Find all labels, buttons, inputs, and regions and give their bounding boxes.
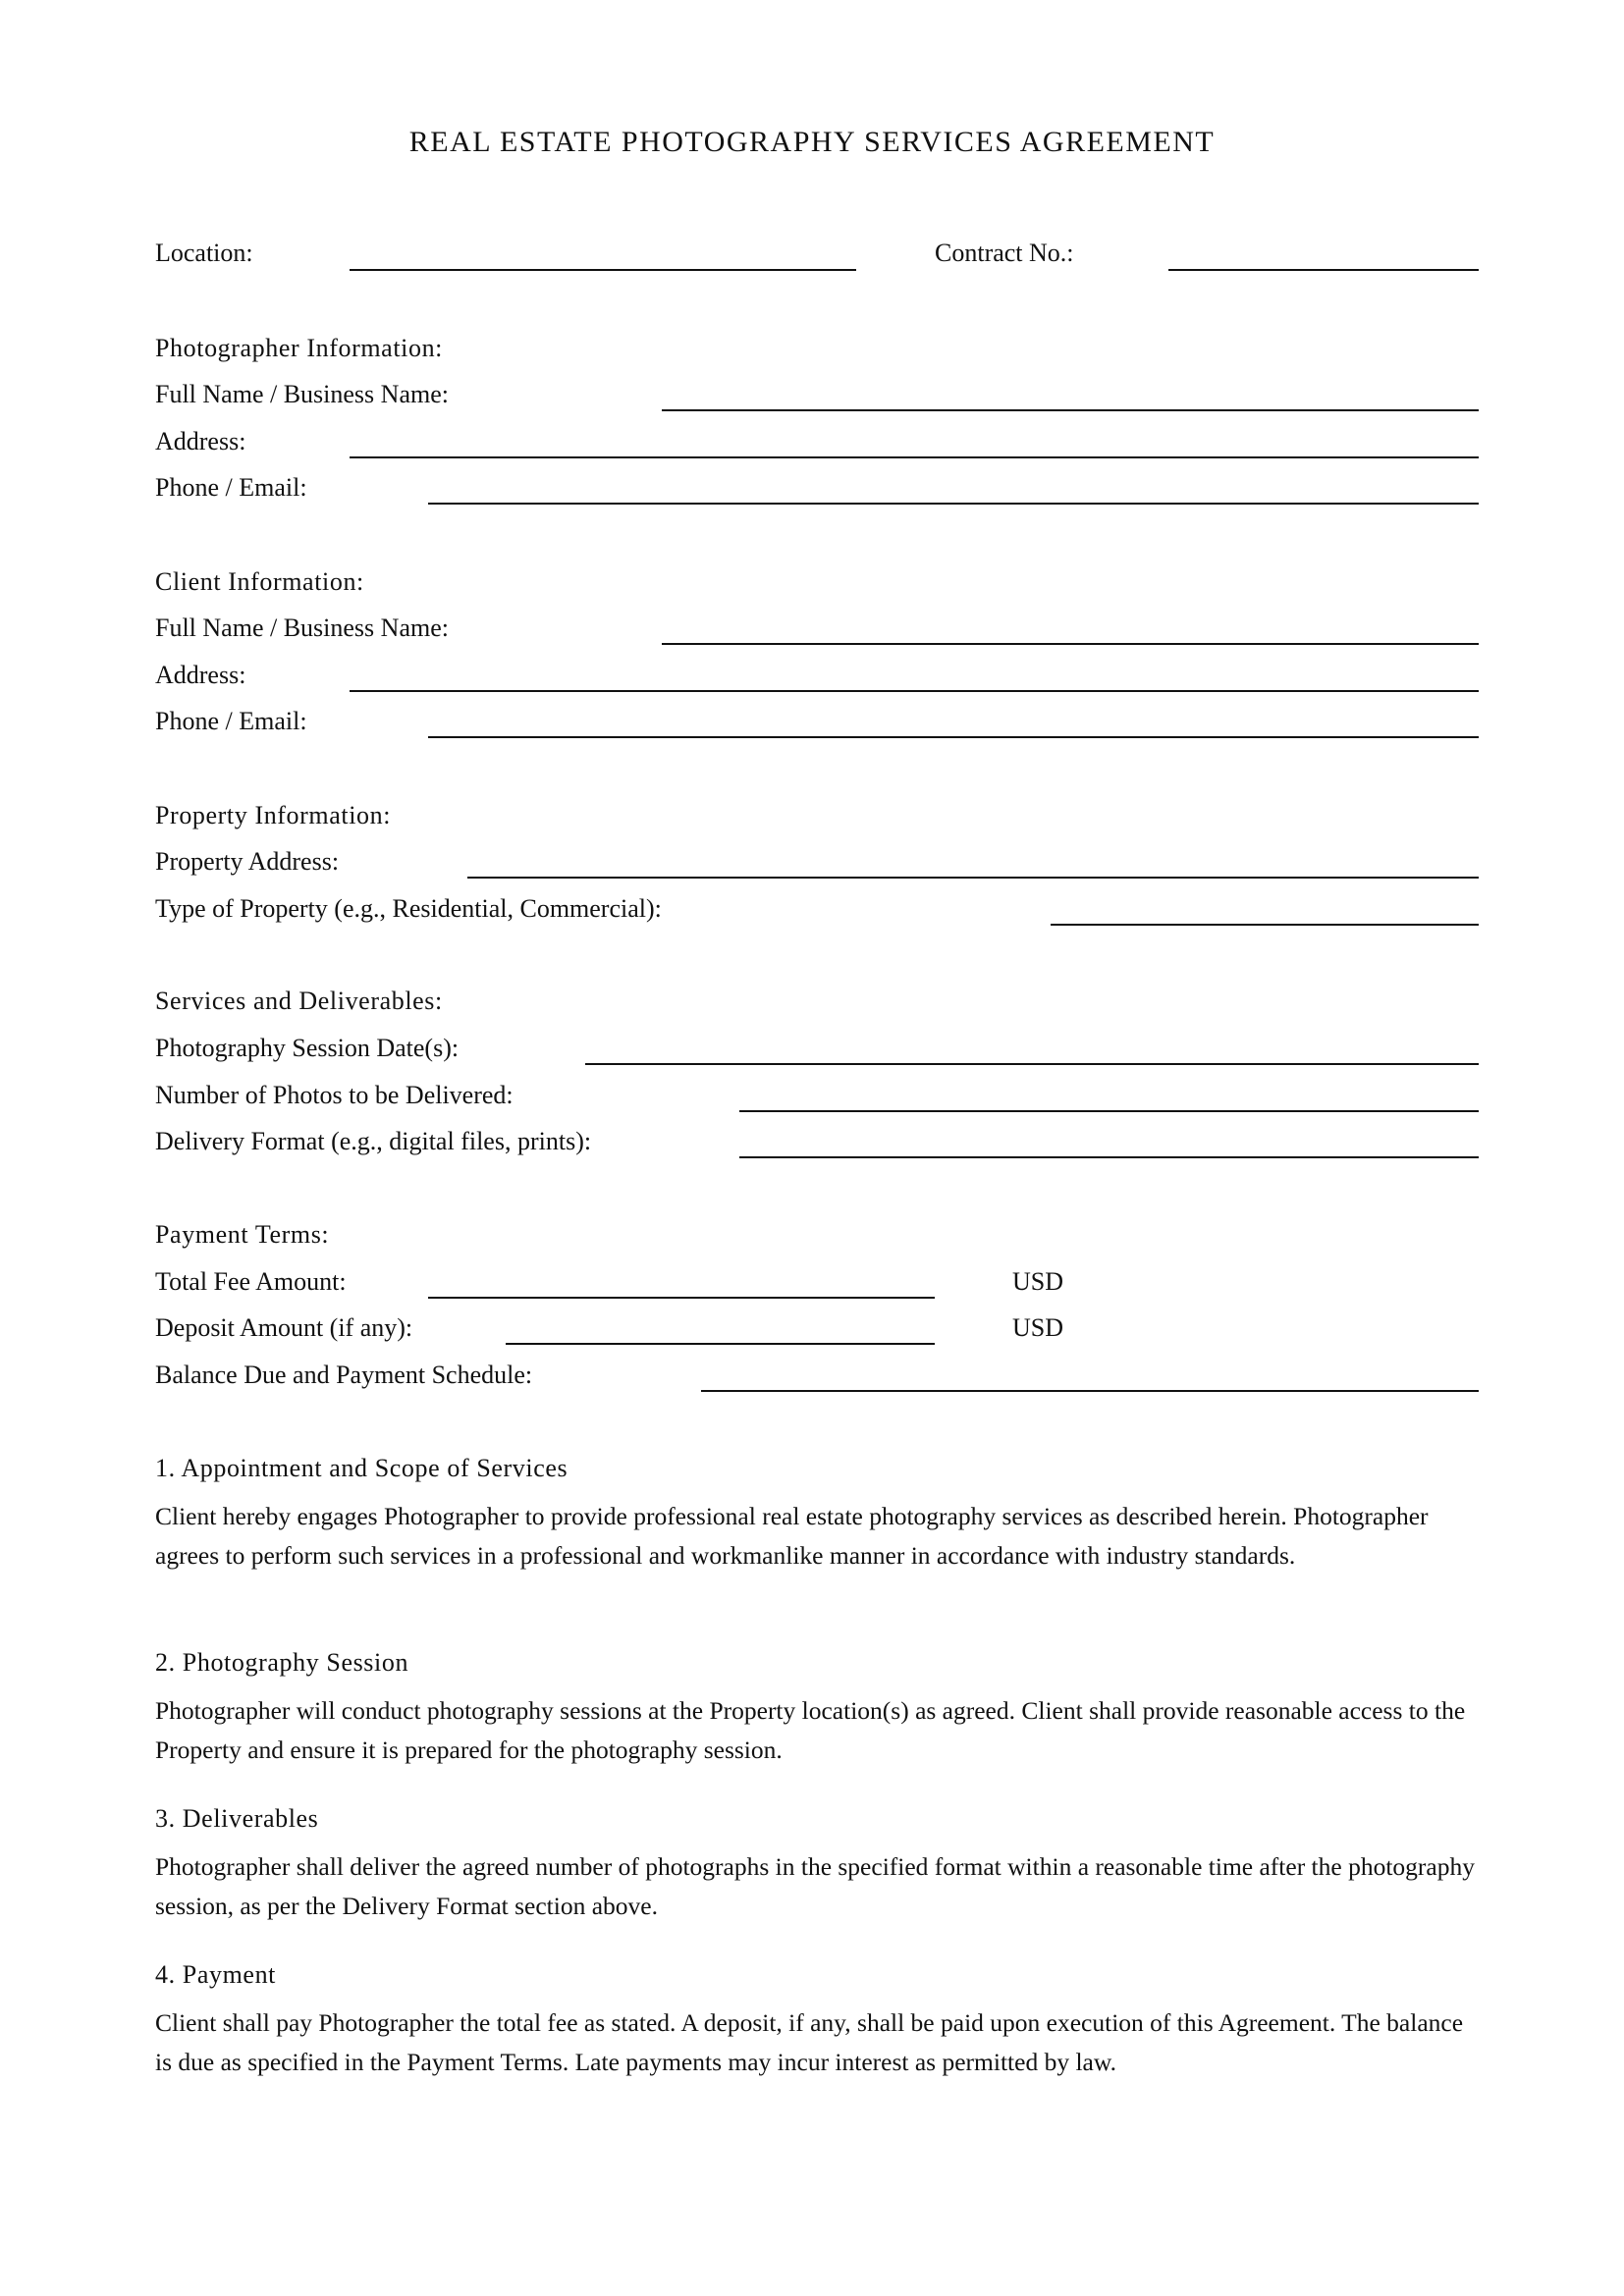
location-field[interactable] bbox=[350, 269, 856, 271]
photo-count-field[interactable] bbox=[739, 1110, 1479, 1112]
balance-label: Balance Due and Payment Schedule: bbox=[155, 1361, 533, 1389]
clause-2-heading: 2. Photography Session bbox=[155, 1648, 409, 1677]
clause-3-heading: 3. Deliverables bbox=[155, 1804, 319, 1833]
photographer-heading: Photographer Information: bbox=[155, 334, 443, 362]
client-phone-label: Phone / Email: bbox=[155, 707, 307, 735]
total-fee-label: Total Fee Amount: bbox=[155, 1267, 347, 1296]
client-address-label: Address: bbox=[155, 661, 246, 689]
photographer-phone-field[interactable] bbox=[428, 503, 1479, 505]
payment-heading: Payment Terms: bbox=[155, 1220, 330, 1249]
deposit-label: Deposit Amount (if any): bbox=[155, 1313, 413, 1342]
property-type-label: Type of Property (e.g., Residential, Commercial): bbox=[155, 894, 662, 923]
client-heading: Client Information: bbox=[155, 567, 364, 596]
balance-field[interactable] bbox=[701, 1390, 1479, 1392]
clause-1-text: Client hereby engages Photographer to provide professional real estate photography services as described herein. Photographer agrees to perform such services in a professional and workmanlike manner in accordance with industry standards. bbox=[155, 1502, 1429, 1570]
clause-1-heading: 1. Appointment and Scope of Services bbox=[155, 1454, 568, 1482]
client-address-field[interactable] bbox=[350, 690, 1479, 692]
client-name-label: Full Name / Business Name: bbox=[155, 614, 449, 642]
session-date-field[interactable] bbox=[585, 1063, 1479, 1065]
photographer-name-label: Full Name / Business Name: bbox=[155, 380, 449, 408]
contract-no-label: Contract No.: bbox=[935, 239, 1074, 267]
contract-no-field[interactable] bbox=[1168, 269, 1479, 271]
services-heading: Services and Deliverables: bbox=[155, 987, 443, 1015]
photographer-address-label: Address: bbox=[155, 427, 246, 455]
clause-3-text: Photographer shall deliver the agreed number of photographs in the specified format within a reasonable time after the photography session, as per the Delivery Format section above. bbox=[155, 1852, 1475, 1920]
deposit-field[interactable] bbox=[506, 1343, 935, 1345]
property-address-label: Property Address: bbox=[155, 847, 340, 876]
delivery-format-field[interactable] bbox=[739, 1156, 1479, 1158]
photographer-name-field[interactable] bbox=[662, 409, 1479, 411]
property-type-field[interactable] bbox=[1051, 924, 1479, 926]
location-label: Location: bbox=[155, 239, 253, 267]
property-heading: Property Information: bbox=[155, 801, 392, 829]
photographer-address-field[interactable] bbox=[350, 456, 1479, 458]
total-fee-field[interactable] bbox=[428, 1297, 935, 1299]
delivery-format-label: Delivery Format (e.g., digital files, prints): bbox=[155, 1127, 592, 1155]
photo-count-label: Number of Photos to be Delivered: bbox=[155, 1081, 514, 1109]
photographer-phone-label: Phone / Email: bbox=[155, 473, 307, 502]
total-fee-currency: USD bbox=[1012, 1267, 1064, 1296]
clause-4-heading: 4. Payment bbox=[155, 1960, 276, 1989]
client-name-field[interactable] bbox=[662, 643, 1479, 645]
clause-4-text: Client shall pay Photographer the total fee as stated. A deposit, if any, shall be paid upon execution of this Agreement. The balance is due as specified in the Payment Terms. Late payments may incur interest as permitted by law. bbox=[155, 2008, 1464, 2076]
session-date-label: Photography Session Date(s): bbox=[155, 1034, 460, 1062]
property-address-field[interactable] bbox=[467, 877, 1479, 879]
client-phone-field[interactable] bbox=[428, 736, 1479, 738]
clause-2-text: Photographer will conduct photography sessions at the Property location(s) as agreed. Client shall provide reasonable access to the Property and ensure it is prepared for the photography session. bbox=[155, 1696, 1466, 1764]
deposit-currency: USD bbox=[1012, 1313, 1064, 1342]
document-title: REAL ESTATE PHOTOGRAPHY SERVICES AGREEMENT bbox=[408, 126, 1216, 158]
